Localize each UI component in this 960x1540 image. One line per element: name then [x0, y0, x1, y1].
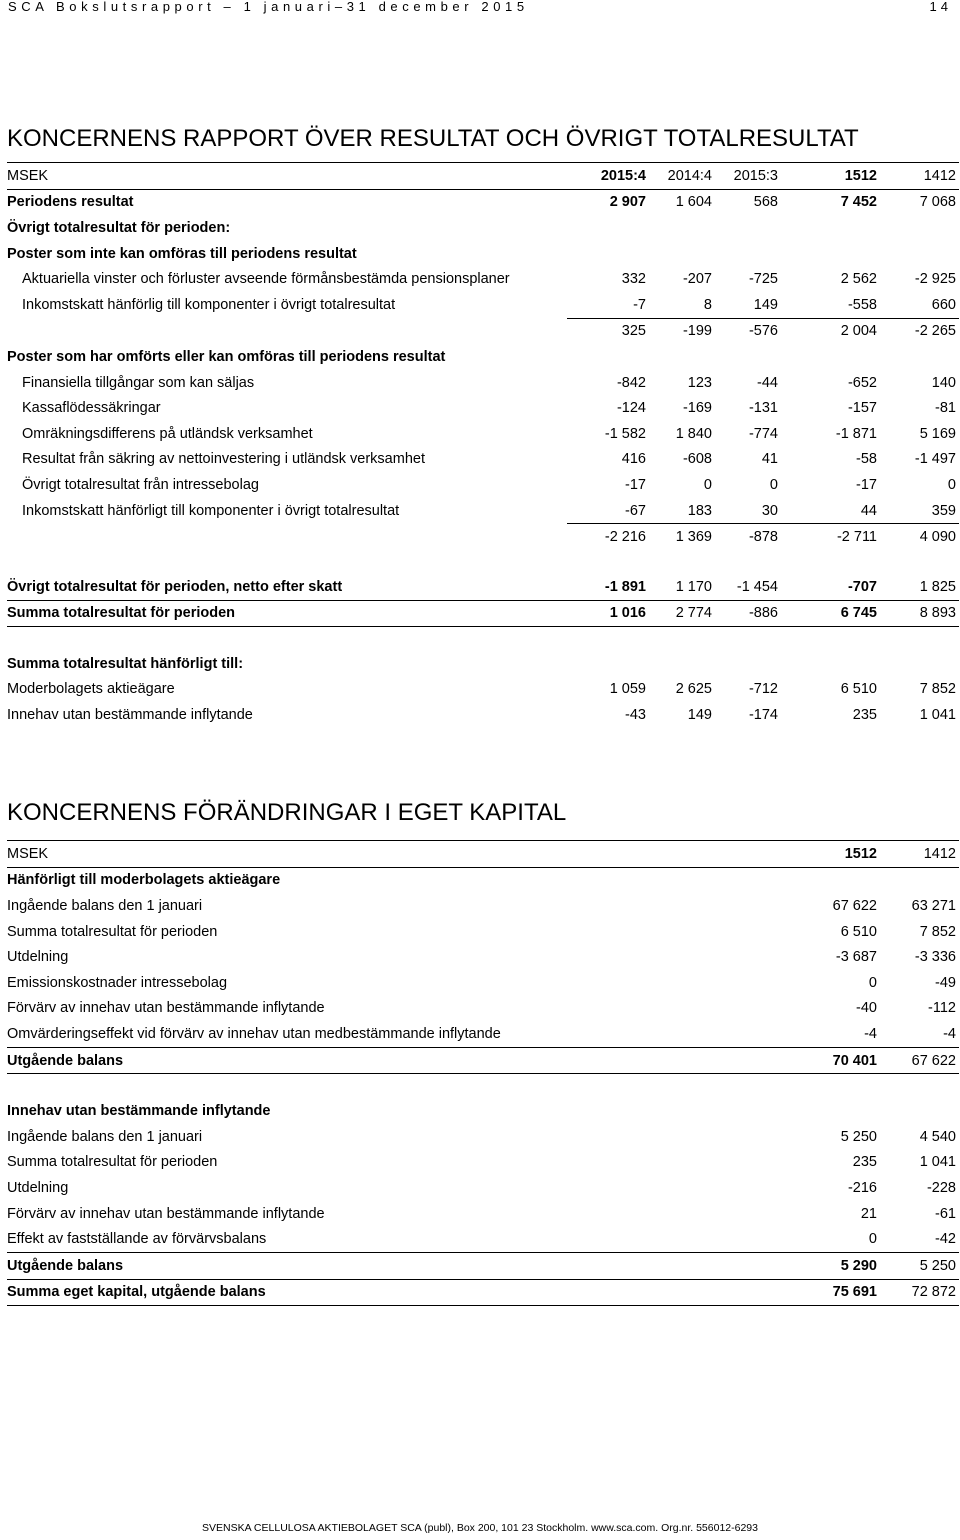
- table-row: Utdelning -216 -228: [7, 1179, 956, 1196]
- table-row: Resultat från säkring av nettoinvestering i utländsk verksamhet 416 -608 41 -58 -1 497: [22, 451, 956, 468]
- table-row: Övrigt totalresultat för perioden, netto efter skatt -1 891 1 170 -1 454 -707 1 825: [7, 574, 959, 600]
- page-header: [8, 0, 952, 14]
- table-row: Effekt av fastställande av förvärvsbalans 0 -42: [7, 1226, 959, 1252]
- table-row: Inkomstskatt hänförligt till komponenter i övrigt totalresultat -67 183 30 44 359: [7, 498, 959, 524]
- table-row: Hänförligt till moderbolagets aktieägare: [7, 872, 281, 889]
- table-row: Summa totalresultat för perioden 6 510 7 852: [7, 923, 956, 940]
- report-title: SCA Bokslutsrapport – 1 januari–31 december 2015: [8, 0, 529, 14]
- table-row: Emissionskostnader intressebolag 0 -49: [7, 974, 956, 991]
- table-row: Summa totalresultat för perioden 235 1 041: [7, 1154, 956, 1171]
- table-row: Kassaflödessäkringar -124 -169 -131 -157 -81: [22, 400, 956, 417]
- table-row: Aktuariella vinster och förluster avseende förmånsbestämda pensionsplaner 332 -207 -725 2 562 -2 925: [22, 271, 956, 288]
- spacer-row: [7, 627, 959, 652]
- table-row: Ingående balans den 1 januari 5 250 4 540: [7, 1128, 956, 1145]
- table-row: Innehav utan bestämmande inflytande: [7, 1103, 271, 1120]
- table-row: Summa totalresultat hänförligt till:: [7, 655, 244, 672]
- table-row: Omvärderingseffekt vid förvärv av innehav utan medbestämmande inflytande -4 -4: [7, 1021, 959, 1047]
- table-row: -2 216 1 369 -878 -2 711 4 090: [604, 529, 956, 546]
- table-row: Finansiella tillgångar som kan säljas -842 123 -44 -652 140: [22, 374, 956, 391]
- table-row: Övrigt totalresultat för perioden:: [7, 219, 231, 236]
- table-row: Övrigt totalresultat från intressebolag -17 0 0 -17 0: [22, 476, 956, 493]
- result-statement-title: KONCERNENS RAPPORT ÖVER RESULTAT OCH ÖVRIGT TOTALRESULTAT: [7, 125, 859, 152]
- table-row: Utgående balans 5 290 5 250: [7, 1252, 959, 1279]
- table-row: Periodens resultat 2 907 1 604 568 7 452 7 068: [7, 194, 956, 211]
- table-row: Ingående balans den 1 januari 67 622 63 271: [7, 897, 956, 914]
- table-header-row: MSEK 1512 1412: [7, 841, 959, 868]
- table-row: Summa totalresultat för perioden 1 016 2 774 -886 6 745 8 893: [7, 600, 959, 627]
- table-header-row: MSEK 2015:4 2014:4 2015:3 1512 1412: [7, 163, 959, 190]
- table-row: Moderbolagets aktieägare 1 059 2 625 -712 6 510 7 852: [7, 681, 956, 698]
- result-statement-table: [7, 162, 959, 728]
- table-row: Förvärv av innehav utan bestämmande inflytande 21 -61: [7, 1205, 956, 1222]
- table-row: Omräkningsdifferens på utländsk verksamhet -1 582 1 840 -774 -1 871 5 169: [22, 425, 956, 442]
- equity-title: KONCERNENS FÖRÄNDRINGAR I EGET KAPITAL: [7, 799, 567, 826]
- equity-table: [7, 840, 959, 1306]
- table-row: Poster som inte kan omföras till periodens resultat: [7, 245, 357, 262]
- table-row: 325 -199 -576 2 004 -2 265: [621, 323, 956, 340]
- table-row: Summa eget kapital, utgående balans 75 691 72 872: [7, 1279, 959, 1306]
- table-row: Förvärv av innehav utan bestämmande inflytande -40 -112: [7, 1000, 956, 1017]
- table-row: Poster som har omförts eller kan omföras till periodens resultat: [7, 348, 446, 365]
- table-row: Utdelning -3 687 -3 336: [7, 949, 956, 966]
- page-footer: SVENSKA CELLULOSA AKTIEBOLAGET SCA (publ), Box 200, 101 23 Stockholm. www.sca.com. Org.nr. 556012-6293: [201, 1522, 758, 1534]
- table-row: Inkomstskatt hänförlig till komponenter i övrigt totalresultat -7 8 149 -558 660: [7, 292, 959, 318]
- spacer-row: [7, 1074, 959, 1099]
- page-number: 14: [929, 0, 952, 14]
- table-row: Innehav utan bestämmande inflytande -43 149 -174 235 1 041: [7, 707, 956, 724]
- table-row: Utgående balans 70 401 67 622: [7, 1047, 959, 1074]
- spacer-row: [7, 550, 959, 574]
